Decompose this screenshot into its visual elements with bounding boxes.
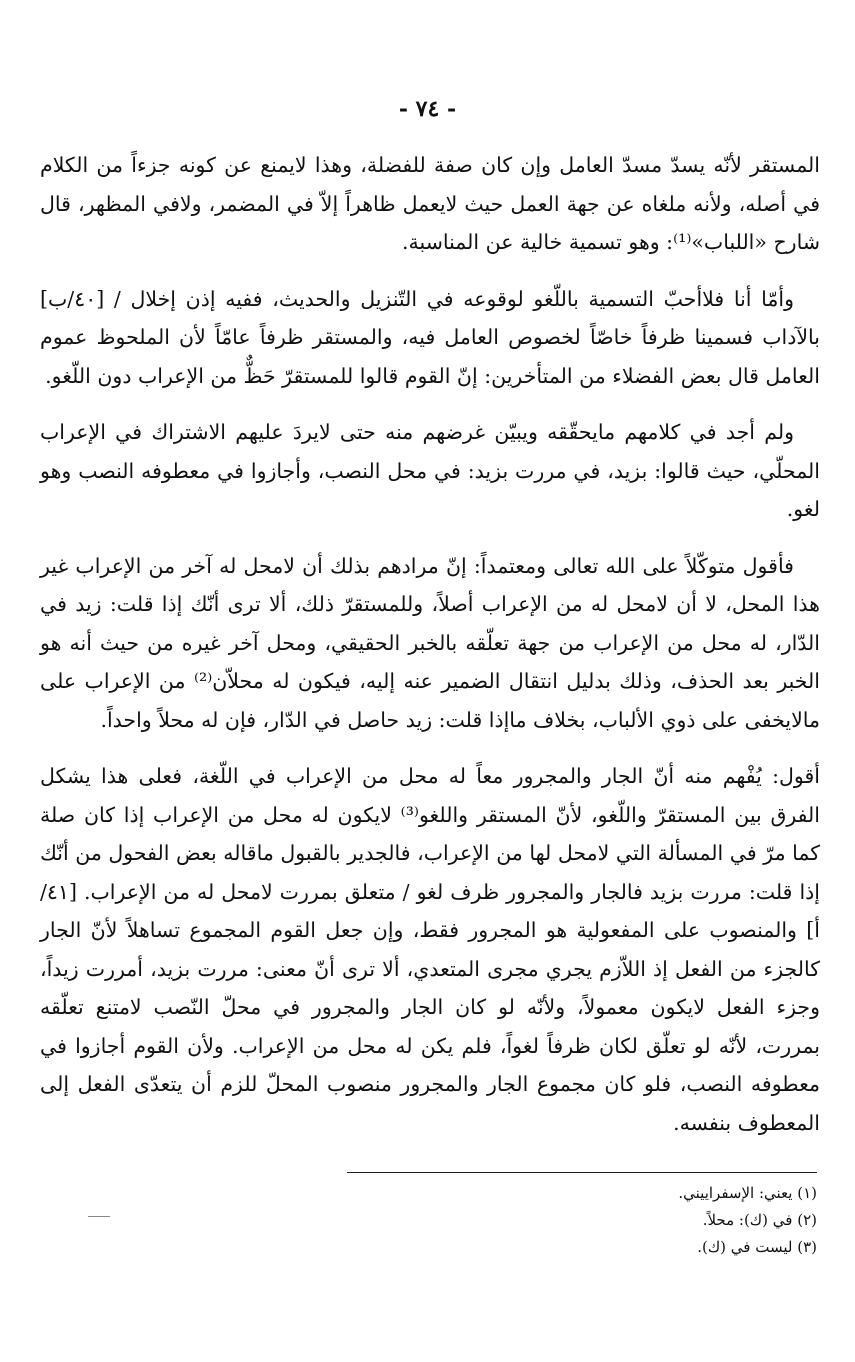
margin-dash-mark [88,1216,110,1217]
paragraph-1: المستقر لأنّه يسدّ مسدّ العامل وإن كان صفة للفضلة، وهذا لايمنع عن كونه جزءاً من الكلام في أصله، ولأنه ملغاه عن جهة العمل حيث لايعمل ظاهراً إلاّ في المضمر، ولافي المظهر، قال شارح «اللباب»⁽¹⁾: وهو تسمية خالية عن المناسبة. [40,153,820,254]
paragraph-4: فأقول متوكّلاً على الله تعالى ومعتمداً: إنّ مرادهم بذلك أن لامحل له آخر من الإعراب غير هذا المحل، لا أن لامحل له من الإعراب أصلاً، وللمستقرّ ذلك، ألا ترى أنّك إذا قلت: زيد في الدّار، له محل من الإعراب من جهة تعلّقه بالخبر الحقيقي، ومحل آخر غيره من حيث أنه هو الخبر بعد الحذف، وذلك بدليل انتقال الضمير عنه إليه، فيكون له محلاّن⁽²⁾ من الإعراب على مالايخفى على ذوي الألباب، بخلاف ماإذا قلت: زيد حاصل في الدّار، فإن له محلاً واحداً. [40,553,820,732]
footnote-2: (٢) في (ك): محلاً. [702,1211,817,1229]
footnote-separator [347,1172,817,1173]
paragraph-3: ولم أجد في كلامهم مايحقّقه ويبيّن غرضهم منه حتى لايردَ عليهم الاشتراك في الإعراب المحلّي، حيث قالوا: بزيد، في مررت بزيد: في محل النصب، وأجازوا في معطوفه النصب وهو لغو. [40,420,820,521]
page-number: - ٧٤ - [398,96,457,122]
footnote-3: (٣) ليست في (ك). [697,1238,817,1256]
footnote-1: (١) يعني: الإسفراييني. [678,1184,817,1202]
paragraph-2: وأمّا أنا فلاأحبّ التسمية باللّغو لوقوعه في التّنزيل والحديث، ففيه إذن إخلال / [٤٠/ب] بالآداب فسمينا ظرفاً خاصّاً لخصوص العامل فيه، والمستقر ظرفاً عامّاً لأن الملحوظ عموم العامل قال بعض الفضلاء من المتأخرين: إنّ القوم قالوا للمستقرّ حَظٌّ من الإعراب دون اللّغو. [40,286,820,388]
footnotes [347,1180,817,1261]
main-text [40,146,820,1160]
paragraph-5: أقول: يُفْهم منه أنّ الجار والمجرور معاً له محل من الإعراب في اللّغة، فعلى هذا يشكل الفرق بين المستقرّ واللّغو، لأنّ المستقر واللغو⁽³⁾ لايكون له محل من الإعراب إذا كان صلة كما مرّ في المسألة التي لامحل لها من الإعراب، فالجدير بالقبول ماقاله بعض الفحول من أنّك إذا قلت: مررت بزيد فالجار والمجرور ظرف لغو / متعلق بمررت لامحل له من الإعراب. [٤١/أ] والمنصوب على المفعولية هو المجرور فقط، وإن جعل القوم المجموع تساهلاً لأنّ الجار كالجزء من الفعل إذ اللاّزم يجري مجرى المتعدي، ألا ترى أنّ معنى: مررت بزيد، أمررت زيداً، وجزء الفعل لايكون معمولاً، ولأنّه لو كان الجار والمجرور في محلّ النّصب لامتنع تعلّقه بمررت، لأنّه لو تعلّق لكان ظرفاً لغواً، فلم يكن له محل من الإعراب. ولأن القوم أجازوا في معطوفه النصب، فلو كان مجموع الجار والمجرور منصوب المحلّ للزم أن يتعدّى الفعل إلى المعطوف بنفسه. [40,764,820,1135]
